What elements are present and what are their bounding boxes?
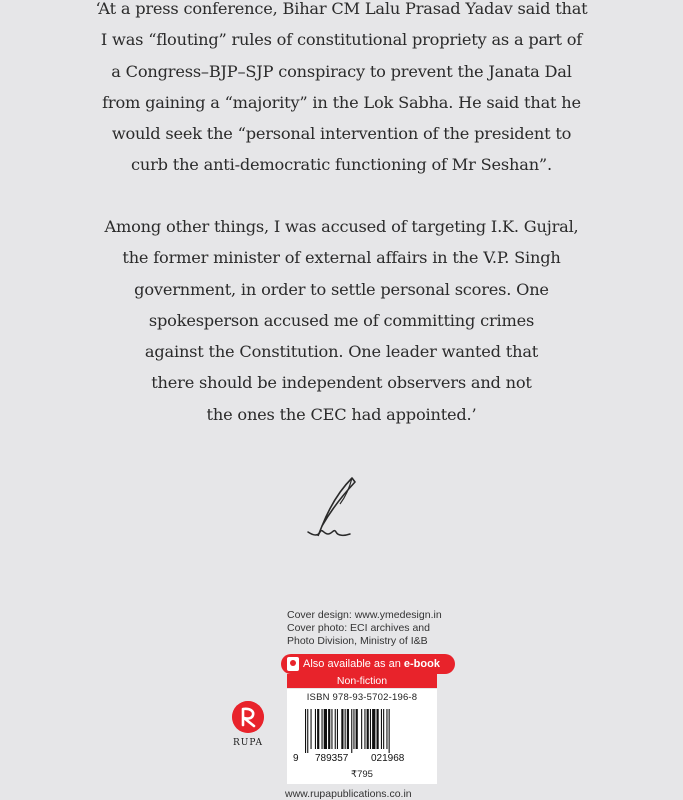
- barcode-bar: [335, 709, 336, 749]
- barcode-bar: [305, 709, 306, 753]
- quote-line: a Congress–BJP–SJP conspiracy to prevent the Janata Dal: [111, 61, 572, 81]
- quote-line: from gaining a “majority” in the Lok Sabha. He said that he: [102, 92, 581, 112]
- quote-line: there should be independent observers and not: [151, 373, 532, 393]
- barcode-bar: [353, 709, 354, 749]
- barcode-bar: [351, 709, 352, 753]
- barcode-bar: [372, 709, 375, 749]
- quote-line: I was “flouting” rules of constitutional propriety as a part of: [100, 30, 583, 50]
- barcode-bar: [389, 709, 390, 753]
- barcode-bar: [377, 709, 379, 749]
- quote-line: Among other things, I was accused of targeting I.K. Gujral,: [104, 217, 579, 236]
- barcode-bar: [383, 709, 384, 749]
- barcode-bar: [331, 709, 332, 749]
- quote-line: government, in order to settle personal scores. One: [134, 279, 549, 299]
- barcode-bar: [364, 709, 365, 749]
- barcode-bar: [347, 709, 349, 749]
- rupa-logo-icon: [232, 701, 264, 733]
- publisher-logo-text: RUPA: [232, 738, 264, 748]
- isbn-number: ISBN 978-93-5702-196-8: [306, 692, 418, 703]
- barcode-digit-group-right: 021968: [371, 753, 405, 764]
- barcode-bar: [386, 709, 387, 749]
- quote-line: curb the anti-democratic functioning of Mr Seshan”.: [131, 155, 552, 175]
- barcode-bar: [337, 709, 338, 749]
- barcode-bar: [307, 709, 308, 753]
- quote-line: against the Constitution. One leader wanted that: [144, 342, 539, 362]
- quote-line: the ones the CEC had appointed.’: [206, 404, 477, 424]
- publisher-url[interactable]: www.rupapublications.co.in: [285, 788, 412, 800]
- ebook-device-icon: [287, 657, 299, 671]
- quote-paragraph-1: [0, 0, 683, 181]
- quote-line: would seek the “personal intervention of the president to: [111, 124, 572, 144]
- quote-line: the former minister of external affairs in the V.P. Singh: [122, 248, 561, 268]
- cover-credits: [287, 609, 442, 648]
- barcode-bar: [322, 709, 323, 749]
- barcode-bar: [381, 709, 382, 749]
- quote-line: spokesperson accused me of committing crimes: [148, 310, 535, 330]
- barcode-bar: [341, 709, 343, 749]
- barcode-digit-first: 9: [293, 753, 299, 764]
- ebook-availability-badge: [281, 654, 455, 674]
- ebook-badge-emphasis: e-book: [403, 658, 440, 670]
- barcode-bar: [370, 709, 371, 749]
- barcode-bar: [345, 709, 346, 749]
- cover-photo-credit-continued: Photo Division, Ministry of I&B: [287, 635, 428, 647]
- barcode-digit-group-left: 789357: [315, 753, 349, 764]
- ebook-badge-text: Also available as an: [303, 658, 404, 670]
- quill-pen-icon: [300, 470, 380, 550]
- genre-label: Non-fiction: [287, 674, 437, 688]
- price-label: ₹795: [351, 769, 373, 780]
- barcode-bar: [361, 709, 362, 749]
- barcode-bar: [356, 709, 358, 749]
- quote-paragraph-2: [0, 211, 683, 430]
- quote-line: ‘At a press conference, Bihar CM Lalu Prasad Yadav said that: [95, 0, 588, 18]
- barcode-bars: [305, 709, 419, 753]
- barcode-bar: [367, 709, 369, 749]
- cover-photo-credit: Cover photo: ECI archives and: [287, 622, 430, 634]
- barcode-bar: [328, 709, 330, 749]
- cover-design-credit: Cover design: www.ymedesign.in: [287, 609, 442, 621]
- barcode-bar: [317, 709, 319, 749]
- barcode-block: [287, 689, 437, 784]
- barcode-bar: [311, 709, 312, 749]
- barcode-bar: [324, 709, 327, 749]
- barcode-bar: [315, 709, 316, 749]
